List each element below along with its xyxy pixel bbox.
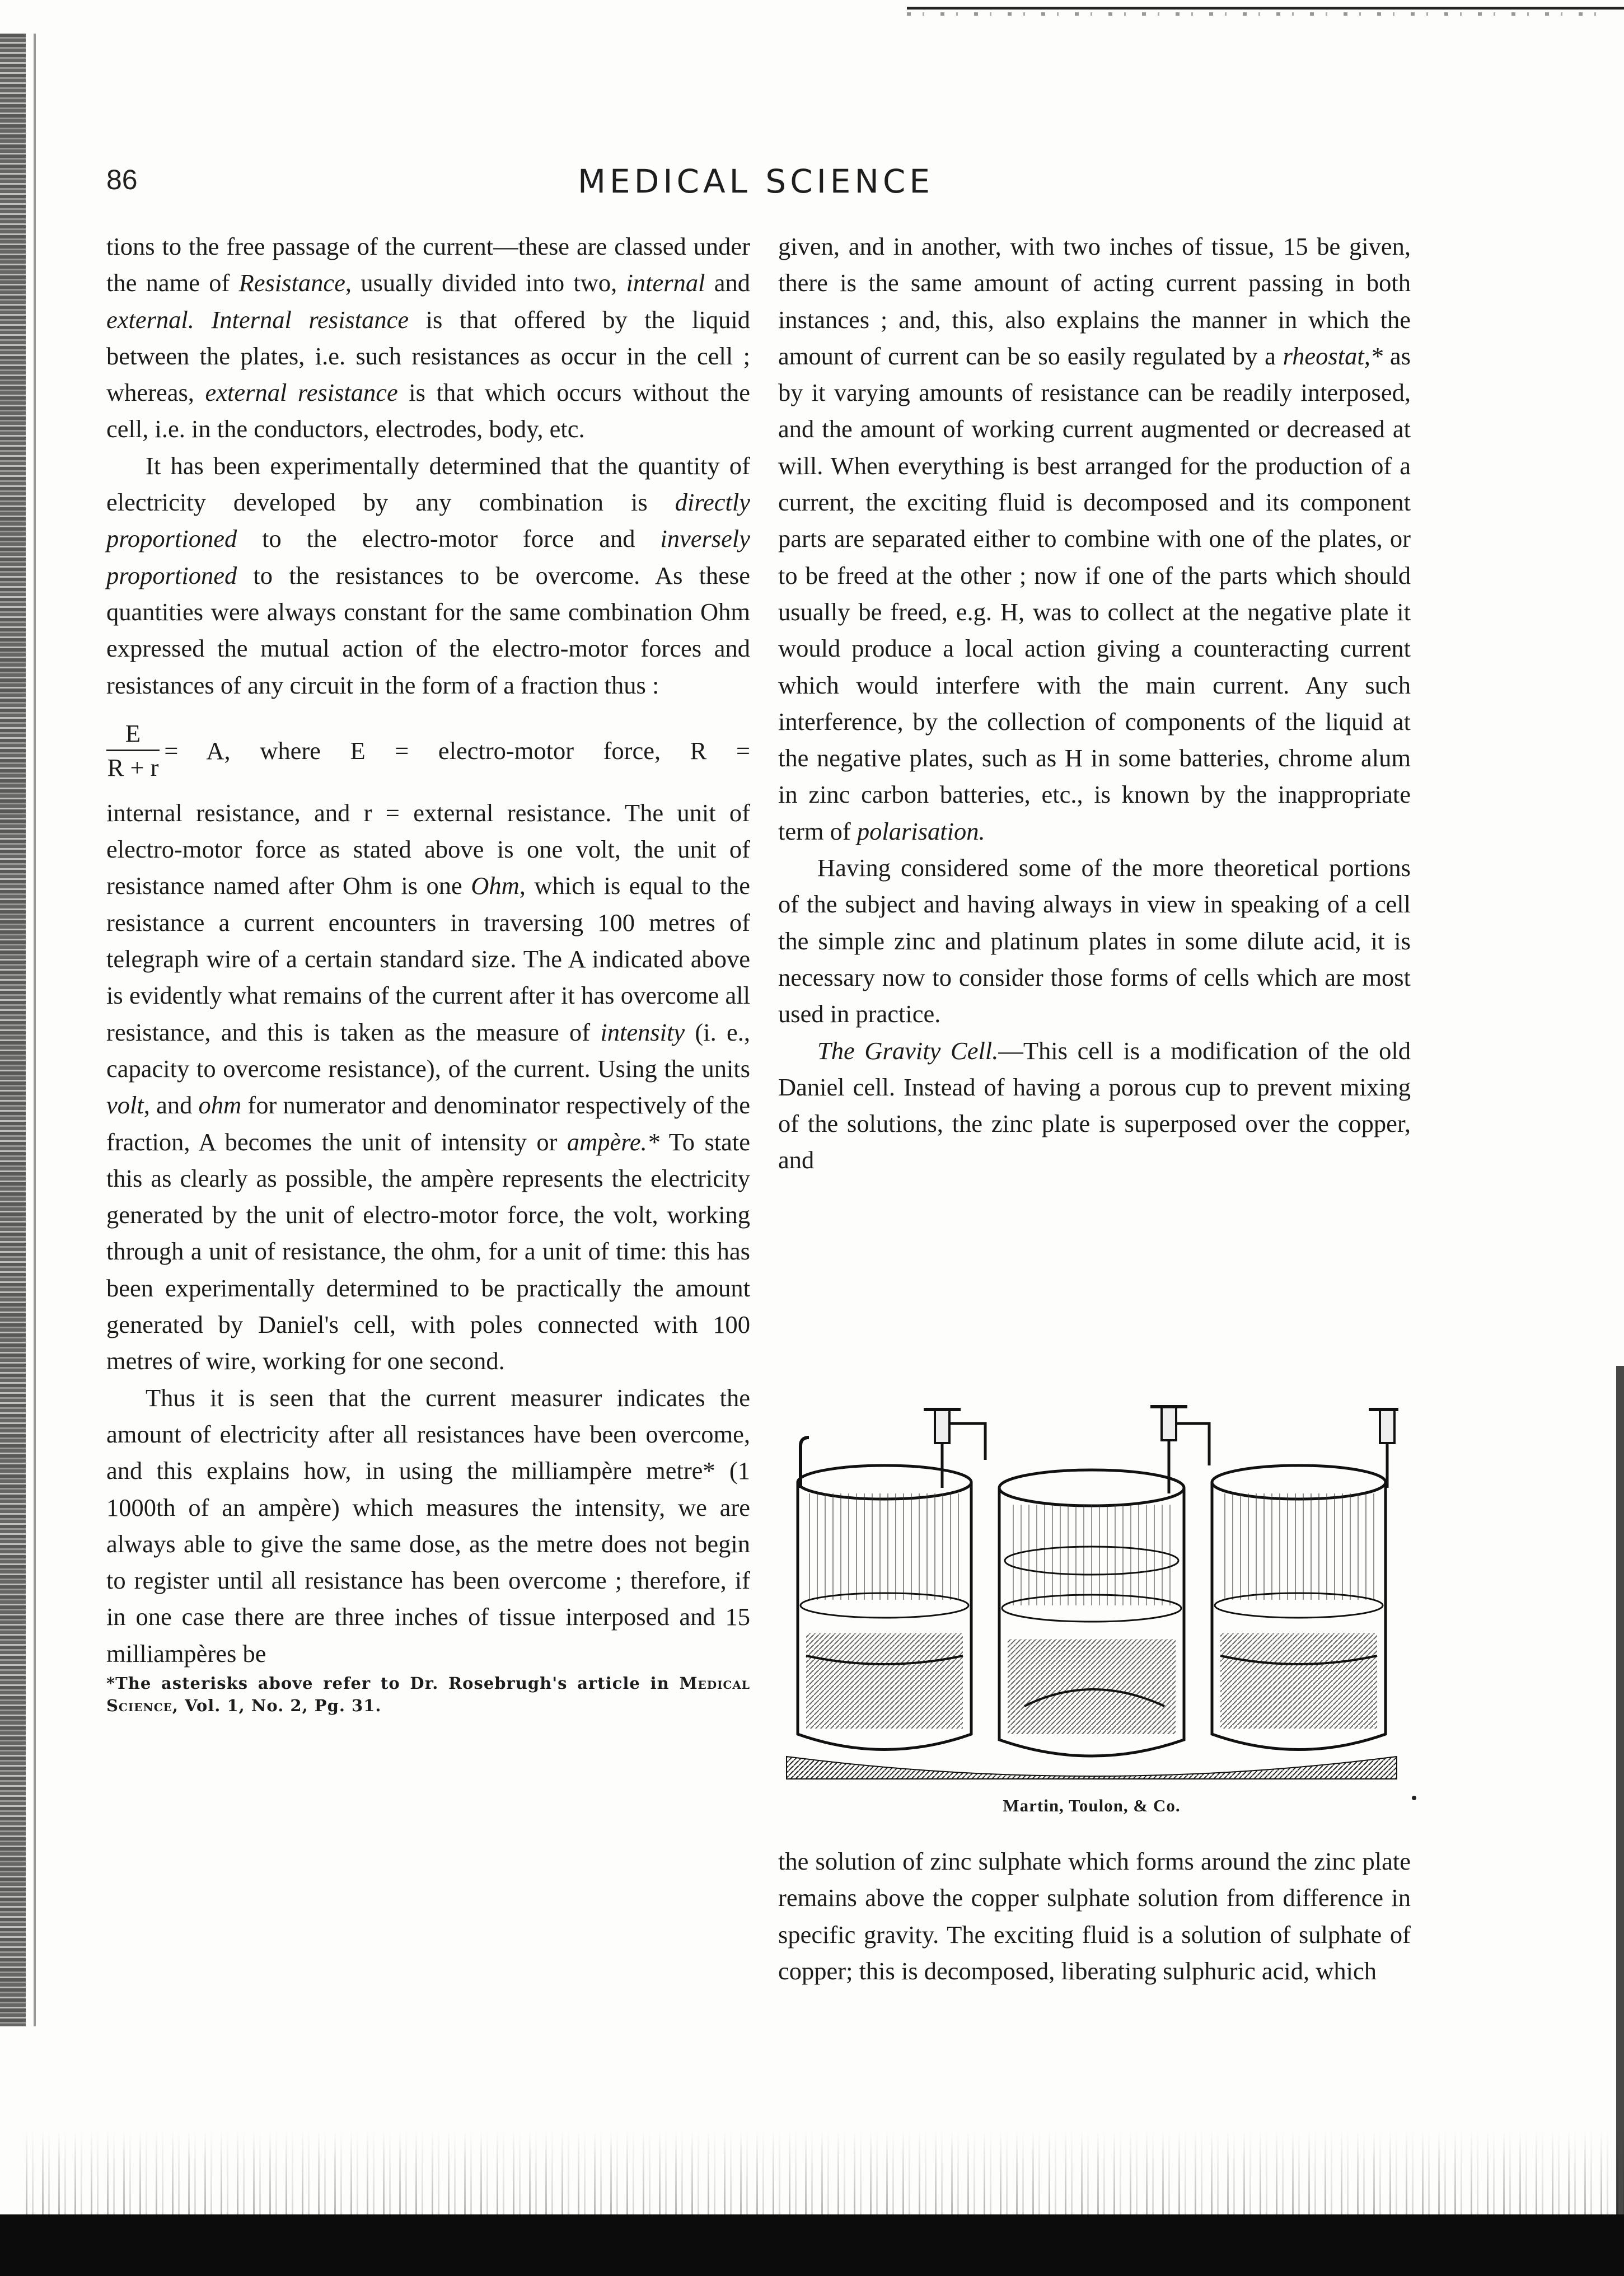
formula-denominator: R + r xyxy=(107,753,159,781)
gravity-cells-engraving xyxy=(784,1393,1400,1785)
right-paragraph-4: the solution of zinc sulphate which forms around the zinc plate remains above the copper sulphate solution from difference in specific gravity. The exciting fluid is a solution of sulphate of copper; this is decomposed, liberating sulphuric acid, which xyxy=(778,1847,1411,1985)
formula-fraction xyxy=(106,718,160,784)
left-column xyxy=(106,228,750,1717)
scan-bottom-noise xyxy=(26,2130,1624,2214)
scan-binding-edge xyxy=(0,34,26,2026)
scan-bottom-edge xyxy=(0,2214,1624,2276)
scan-top-specks xyxy=(907,12,1601,16)
gravity-cells-illustration xyxy=(784,1393,1400,1810)
gravity-cell-jar-3 xyxy=(1212,1409,1398,1750)
left-paragraph-2: It has been experimentally determined that the quantity of electricity developed by any combination is directly proportioned to the electro-motor force and inversely proportioned to the resistances to be overcome. As these quantities were always constant for the same combination Ohm expressed the mutual action of the electro-motor forces and resistances of any circuit in the form of a fraction thus : xyxy=(106,451,750,699)
scan-binding-line xyxy=(34,34,36,2026)
scan-top-rule xyxy=(907,0,1624,10)
footnote: *The asterisks above refer to Dr. Rosebrugh's article in Medical Science, Vol. 1, No. 2, Pg. 31. xyxy=(106,1673,750,1715)
left-paragraph-3: internal resistance, and r = external resistance. The unit of electro-motor force as stated above is one volt, the unit of resistance named after Ohm is one Ohm, which is equal to the resistance a current encounters in traversing 100 metres of telegraph wire of a certain standard size. The A indicated above is evidently what remains of the current after it has overcome all resistance, and this is taken as the measure of intensity (i. e., capacity to overcome resistance), of the current. Using the units volt, and ohm for numerator and denominator respectively of the fraction, A becomes the unit of intensity or ampère.* To state this as clearly as possible, the ampère represents the electricity generated by the unit of electro-motor force, the volt, working through a unit of resistance, the ohm, for a unit of time: this has been experimentally determined to be practically the amount generated by Daniel's cell, with poles connected with 100 metres of wire, working for one second. xyxy=(106,798,750,1375)
gravity-cell-jar-2 xyxy=(999,1407,1209,1756)
scan-right-edge xyxy=(1616,1366,1624,2217)
right-paragraph-1: given, and in another, with two inches of tissue, 15 be given, there is the same amount of acting current passing in both instances ; and, this, also explains the manner in which the amount of current can be so easily regulated by a rheostat,* as by it varying amounts of resistance can be readily interposed, and the amount of working current augmented or decreased at will. When everything is best arranged for the production of a current, the exciting fluid is decomposed and its component parts are separated either to combine with one of the plates, or to be freed at the other ; now if one of the parts which should usually be freed, e.g. H, was to collect at the negative plate it would produce a local action giving a counteracting current which would interfere with the main current. Any such interference, by the collection of components of the liquid at the negative plates, such as H in some batteries, chrome alum in zinc carbon batteries, etc., is known by the inappropriate term of polarisation. xyxy=(778,232,1411,845)
figure-caption: Martin, Toulon, & Co. xyxy=(1003,1796,1181,1815)
left-paragraph-1: tions to the free passage of the current—these are classed under the name of Resistance, usually divided into two, internal and external. Internal resistance is that offered by the liquid between the plates, i.e. such resistances as occur in the cell ; whereas, external resistance is that which occurs without the cell, i.e. in the conductors, electrodes, body, etc. xyxy=(106,232,750,443)
scan-speck xyxy=(1412,1796,1416,1800)
right-paragraph-3: The Gravity Cell.—This cell is a modification of the old Daniel cell. Instead of having a porous cup to prevent mixing of the solutions, the zinc plate is superposed over the copper, and xyxy=(778,1036,1411,1174)
right-paragraph-2: Having considered some of the more theoretical portions of the subject and having always in view in speaking of a cell the simple zinc and platinum plates in some dilute acid, it is necessary now to consider those forms of cells which are most used in practice. xyxy=(778,854,1411,1028)
formula-definition: = A, where E = electro-motor force, R = xyxy=(164,736,750,765)
running-head: MEDICAL SCIENCE xyxy=(578,162,934,200)
left-paragraph-4: Thus it is seen that the current measurer indicates the amount of electricity after all resistances have been overcome, and this explains how, in using the milliampère metre* (1 1000th of an ampère) which measures the intensity, we are always able to give the same dose, as the metre does not begin to register until all resistance has been overcome ; therefore, if in one case there are three inches of tissue interposed and 15 milliampères be xyxy=(106,1383,750,1668)
page-number: 86 xyxy=(106,164,138,195)
formula-numerator: E xyxy=(106,718,160,751)
right-column-lower xyxy=(778,1843,1411,1989)
ohm-law-formula xyxy=(106,718,750,784)
gravity-cell-jar-1 xyxy=(798,1409,985,1750)
right-column xyxy=(778,228,1411,1179)
